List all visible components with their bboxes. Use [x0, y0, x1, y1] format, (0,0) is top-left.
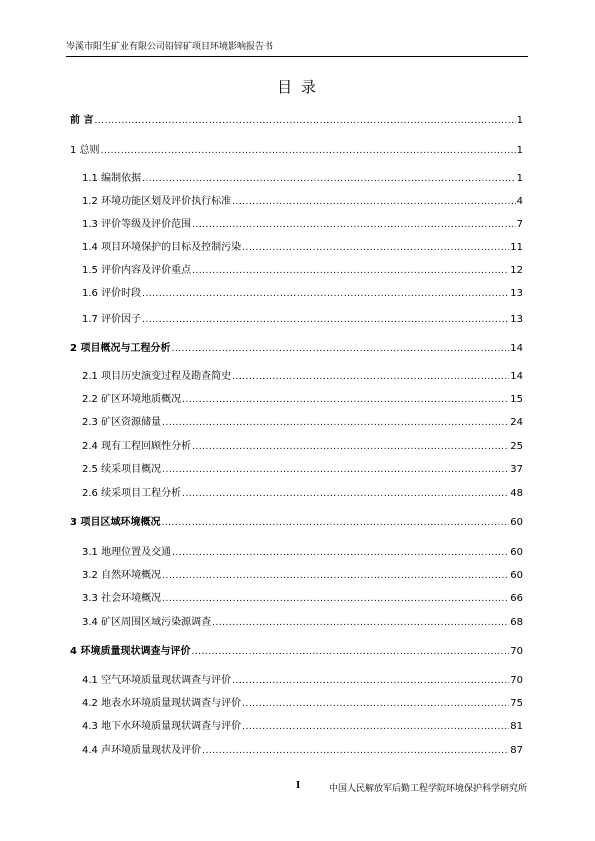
toc-entry-label: 3.3 社会环境概况	[82, 593, 162, 604]
toc-entry-page: 68	[510, 617, 523, 628]
toc-entry[interactable]	[82, 674, 523, 687]
toc-entry-page: 37	[510, 464, 523, 475]
toc-entry-label: 1.4 项目环境保护的目标及控制污染	[82, 242, 242, 253]
toc-entry[interactable]	[82, 487, 523, 500]
toc-dot-leader	[202, 745, 509, 758]
toc-entry-page: 12	[510, 265, 523, 276]
toc-entry-page: 75	[510, 698, 523, 709]
toc-dot-leader	[162, 593, 509, 606]
toc-entry[interactable]	[82, 569, 523, 582]
toc-entry-page: 13	[510, 314, 523, 325]
toc-entry-label: 1 总则	[70, 145, 100, 156]
toc-entry[interactable]	[82, 287, 523, 300]
toc-entry[interactable]	[82, 720, 523, 733]
toc-entry-page: 11	[510, 242, 523, 253]
toc-entry-page: 15	[510, 394, 523, 405]
toc-dot-leader	[232, 196, 516, 209]
toc-entry[interactable]	[82, 744, 523, 757]
toc-entry[interactable]	[82, 313, 523, 326]
toc-dot-leader	[142, 314, 509, 327]
toc-entry[interactable]	[82, 241, 523, 254]
toc-entry-label: 3.2 自然环境概况	[82, 570, 162, 581]
toc-title: 目 录	[277, 78, 318, 96]
toc-dot-leader	[171, 343, 509, 356]
toc-dot-leader	[242, 721, 509, 734]
toc-entry[interactable]	[70, 645, 523, 658]
toc-dot-leader	[192, 265, 509, 278]
toc-entry[interactable]	[82, 546, 523, 559]
toc-entry-page: 24	[510, 417, 523, 428]
toc-entry-page: 48	[510, 488, 523, 499]
toc-entry-label: 1.5 评价内容及评价重点	[82, 265, 192, 276]
toc-entry-page: 60	[510, 517, 523, 528]
toc-entry[interactable]	[70, 114, 523, 127]
toc-entry-page: 13	[510, 288, 523, 299]
toc-entry-page: 81	[510, 721, 523, 732]
toc-dot-leader	[192, 441, 509, 454]
toc-entry[interactable]	[70, 516, 523, 529]
toc-entry-page: 70	[510, 675, 523, 686]
toc-entry[interactable]	[82, 218, 523, 231]
toc-dot-leader	[192, 219, 516, 232]
toc-entry[interactable]	[70, 144, 523, 157]
toc-dot-leader	[242, 242, 509, 255]
toc-entry[interactable]	[82, 440, 523, 453]
toc-entry-page: 14	[510, 371, 523, 382]
toc-entry[interactable]	[82, 463, 523, 476]
toc-dot-leader	[101, 145, 516, 158]
toc-entry-label: 4.4 声环境质量现状及评价	[82, 745, 202, 756]
toc-dot-leader	[162, 417, 509, 430]
toc-entry[interactable]	[82, 416, 523, 429]
toc-entry-label: 2.6 续采项目工程分析	[82, 488, 182, 499]
toc-entry-page: 25	[510, 441, 523, 452]
toc-dot-leader	[172, 547, 509, 560]
toc-entry[interactable]	[82, 195, 523, 208]
toc-entry-page: 14	[510, 343, 523, 354]
toc-entry-page: 70	[510, 646, 523, 657]
toc-entry-page: 1	[516, 115, 523, 126]
page-header: 岑溪市阳生矿业有限公司铅锌矿项目环境影响报告书	[66, 41, 528, 57]
toc-entry-page: 60	[510, 570, 523, 581]
toc-entry[interactable]	[82, 393, 523, 406]
toc-dot-leader	[94, 115, 515, 128]
toc-entry-label: 1.3 评价等级及评价范围	[82, 219, 192, 230]
toc-dot-leader	[212, 617, 509, 630]
toc-entry-page: 1	[516, 173, 523, 184]
toc-dot-leader	[142, 173, 516, 186]
toc-entry-label: 1.2 环境功能区划及评价执行标准	[82, 196, 232, 207]
toc-entry-label: 1.6 评价时段	[82, 288, 142, 299]
footer-page-number: I	[296, 781, 301, 791]
toc-entry-page: 1	[516, 145, 523, 156]
toc-entry[interactable]	[82, 172, 523, 185]
toc-entry-page: 60	[510, 547, 523, 558]
toc-entry-label: 3.1 地理位置及交通	[82, 547, 172, 558]
toc-entry-label: 1.1 编制依据	[82, 173, 142, 184]
toc-entry-label: 2.4 现有工程回顾性分析	[82, 441, 192, 452]
toc-entry-label: 2.3 矿区资源储量	[82, 417, 162, 428]
toc-entry[interactable]	[82, 697, 523, 710]
toc-dot-leader	[182, 394, 509, 407]
toc-dot-leader	[242, 698, 509, 711]
toc-entry[interactable]	[82, 370, 523, 383]
toc-entry[interactable]	[82, 616, 523, 629]
toc-dot-leader	[182, 488, 509, 501]
toc-entry-page: 87	[510, 745, 523, 756]
toc-entry-label: 2 项目概况与工程分析	[70, 343, 171, 354]
toc-dot-leader	[161, 517, 509, 530]
toc-entry-page: 4	[516, 196, 523, 207]
toc-entry-label: 3 项目区域环境概况	[70, 517, 161, 528]
toc-entry-label: 3.4 矿区周围区域污染源调查	[82, 617, 212, 628]
footer-organization: 中国人民解放军后勤工程学院环境保护科学研究所	[328, 784, 527, 794]
toc-entry-label: 1.7 评价因子	[82, 314, 142, 325]
toc-entry-label: 2.5 续采项目概况	[82, 464, 162, 475]
toc-entry-label: 2.1 项目历史演变过程及勘查简史	[82, 371, 232, 382]
toc-dot-leader	[142, 288, 509, 301]
toc-dot-leader	[232, 371, 509, 384]
toc-entry-label: 4.2 地表水环境质量现状调查与评价	[82, 698, 242, 709]
toc-dot-leader	[232, 675, 509, 688]
toc-entry-label: 前 言	[70, 115, 94, 126]
toc-entry-label: 4.1 空气环境质量现状调查与评价	[82, 675, 232, 686]
toc-entry[interactable]	[82, 264, 523, 277]
toc-dot-leader	[191, 646, 509, 659]
toc-dot-leader	[162, 464, 509, 477]
toc-entry-label: 4.3 地下水环境质量现状调查与评价	[82, 721, 242, 732]
toc-entry-page: 7	[516, 219, 523, 230]
toc-entry-label: 2.2 矿区环境地质概况	[82, 394, 182, 405]
toc-entry-page: 66	[510, 593, 523, 604]
toc-entry[interactable]	[70, 342, 523, 355]
toc-entry[interactable]	[82, 592, 523, 605]
toc-dot-leader	[162, 570, 509, 583]
toc-entry-label: 4 环境质量现状调查与评价	[70, 646, 191, 657]
